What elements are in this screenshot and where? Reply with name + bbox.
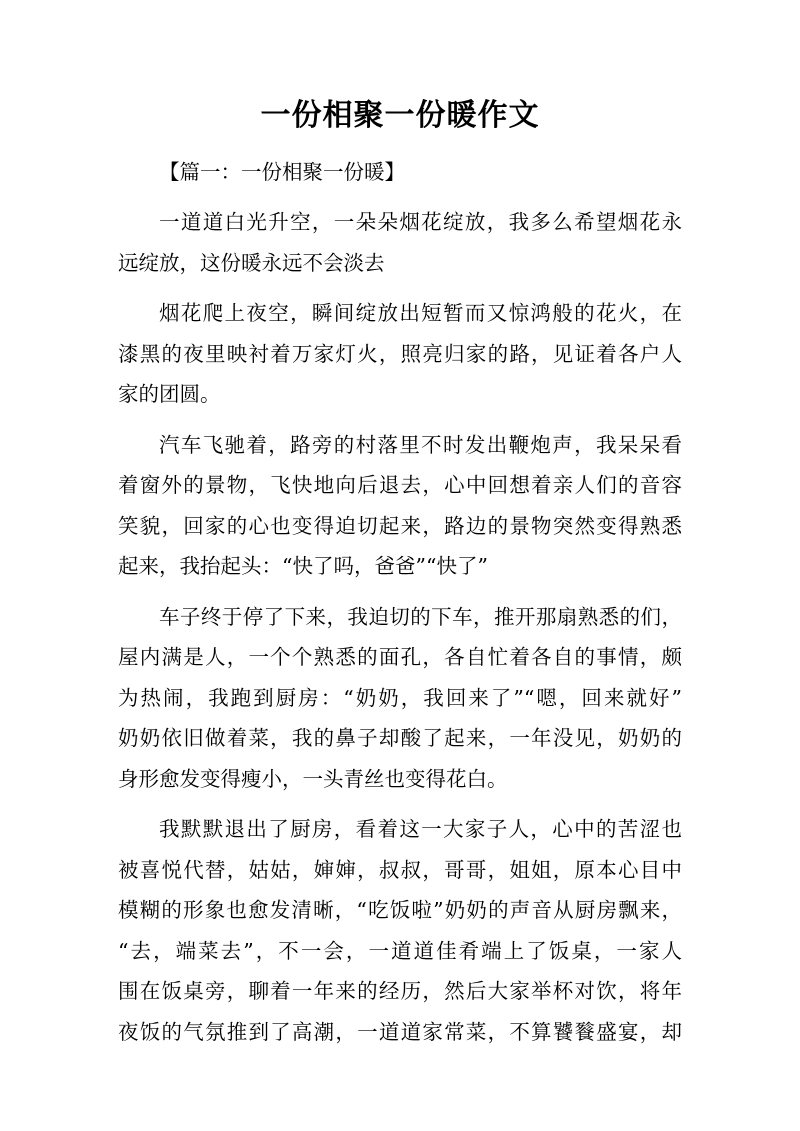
text-line: 被喜悦代替，姑姑，婶婶，叔叔，哥哥，姐姐，原本心目中 [118,857,682,882]
text-line: 夜饭的气氛推到了高潮，一道道家常菜，不算饕餮盛宴，却 [118,1019,682,1044]
paragraph [118,597,682,800]
text-line: 身形愈发变得瘦小，一头青丝也变得花白。 [118,766,508,791]
text-line: 汽车飞驰着，路旁的村落里不时发出鞭炮声，我呆呆看 [159,432,682,457]
text-line: 家的团圆。 [118,382,221,406]
text-line: 奶奶依旧做着菜，我的鼻子却酸了起来，一年没见，奶奶的 [118,726,682,750]
text-line: 我默默退出了厨房，看着这一大家子人，心中的苦涩也 [159,817,682,841]
text-line: 着窗外的景物，飞快地向后退去，心中回想着亲人们的音容 [118,473,682,497]
text-line: “去，端菜去”，不一会，一道道佳肴端上了饭桌，一家人 [118,938,682,963]
paragraph [118,293,682,415]
text-line: 起来，我抬起头：“快了吗，爸爸”“快了” [118,554,488,578]
text-line: 围在饭桌旁，聊着一年来的经历，然后大家举杯对饮，将年 [118,979,682,1003]
text-line: 笑貌，回家的心也变得迫切起来，路边的景物突然变得熟悉 [118,513,682,538]
text-line: 为热闹，我跑到厨房：“奶奶，我回来了”“嗯，回来就好” [118,685,682,710]
paragraph [118,809,682,1052]
text-line: 屋内满是人，一个个熟悉的面孔，各自忙着各自的事情，颇 [118,645,682,669]
text-line: 模糊的形象也愈发清晰，“吃饭啦”奶奶的声音从厨房飘来， [118,898,682,922]
text-line: 一道道白光升空，一朵朵烟花绽放，我多么希望烟花永 [159,210,682,234]
paragraph [118,425,682,587]
text-line: 车子终于停了下来，我迫切的下车，推开那扇熟悉的们， [159,604,682,629]
text-line: 远绽放，这份暖永远不会淡去 [118,250,385,275]
text-line: 漆黑的夜里映衬着万家灯火，照亮归家的路，见证着各户人 [118,341,682,366]
text-line: 烟花爬上夜空，瞬间绽放出短暂而又惊鸿般的花火，在 [159,301,682,325]
document-title: 一份相聚一份暖作文 [260,98,540,133]
section-heading: 【篇一：一份相聚一份暖】 [159,160,405,184]
paragraph [118,202,682,283]
